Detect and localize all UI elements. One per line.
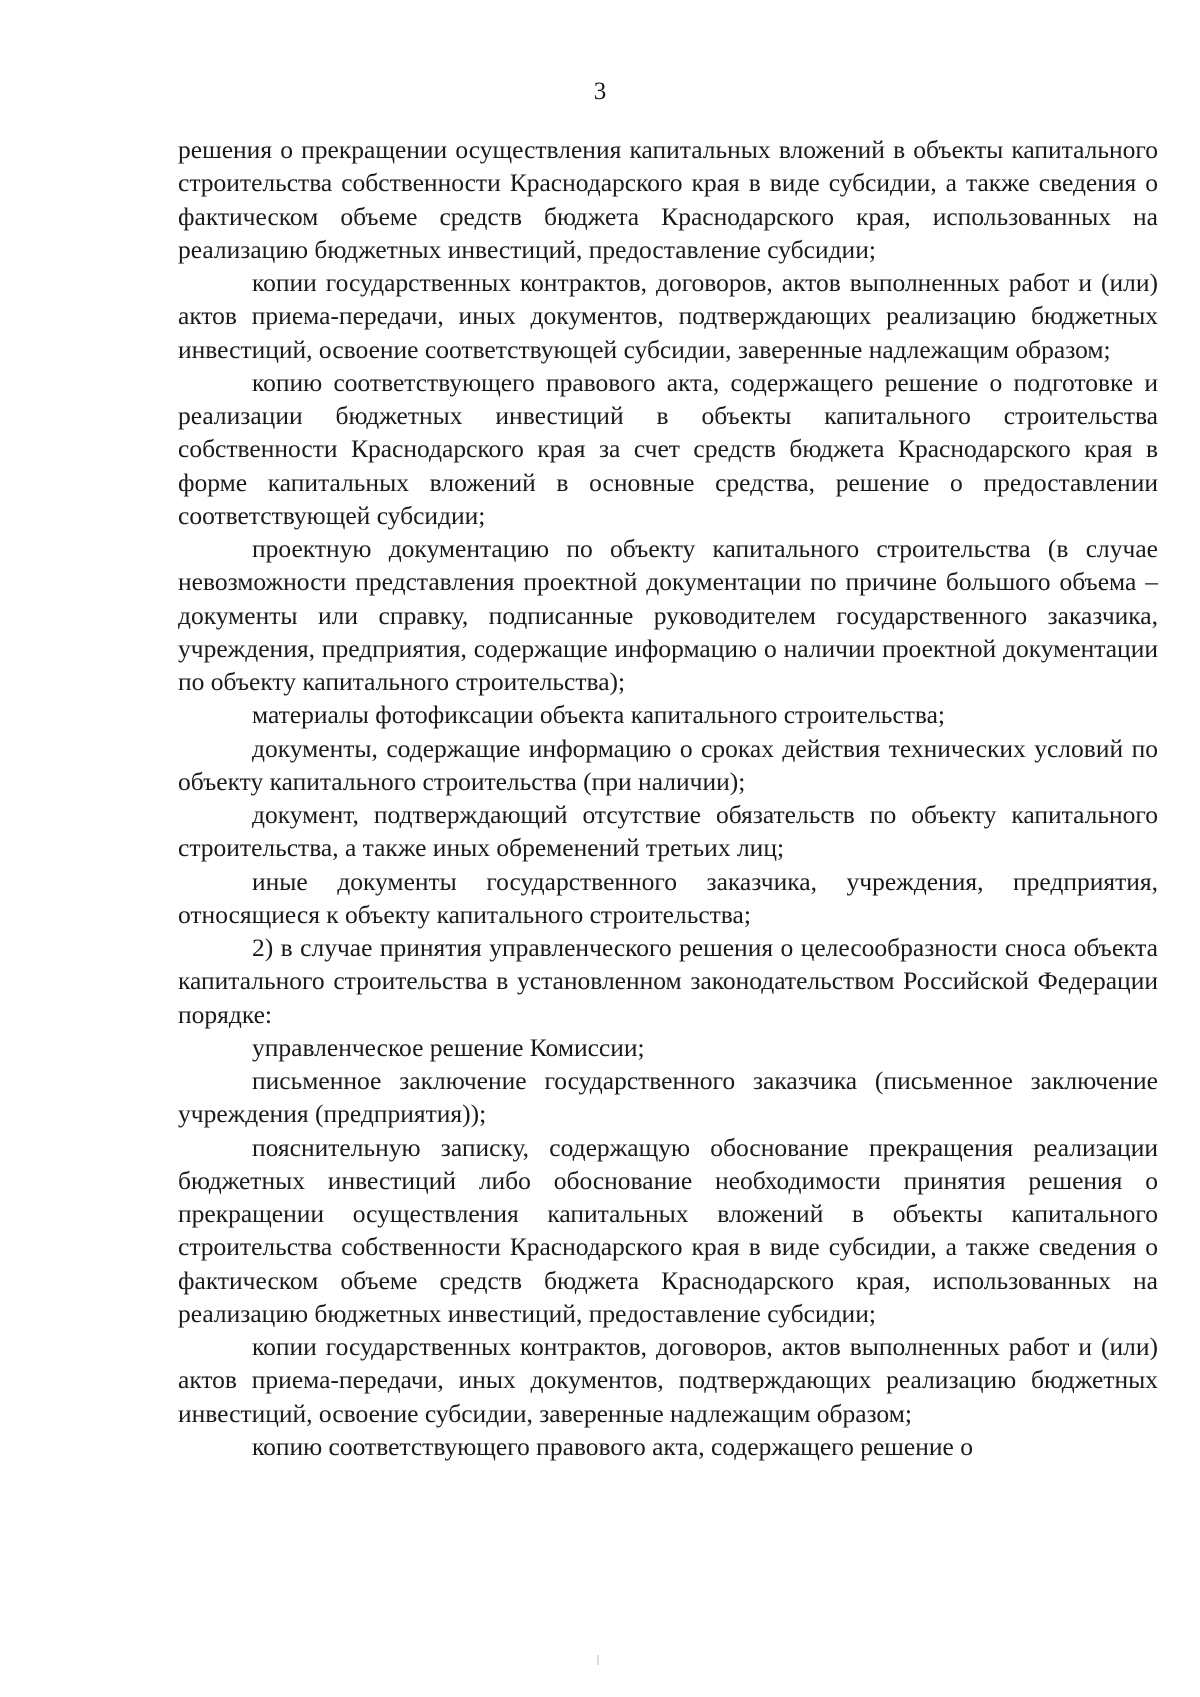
- paragraph: 2) в случае принятия управленческого решения о целесообразности сноса объекта капитального строительства в установленном законодательством Российской Федерации порядке:: [178, 933, 1158, 1029]
- paragraph: письменное заключение государственного заказчика (письменное заключение учреждения (предприятия));: [178, 1066, 1158, 1129]
- paragraph: иные документы государственного заказчика, учреждения, предприятия, относящиеся к объекту капитального строительства;: [178, 866, 1158, 929]
- paragraph: копию соответствующего правового акта, содержащего решение о подготовке и реализации бюджетных инвестиций в объекты капитального строительства собственности Краснодарского края за счет средств бюджета Краснодарского края в форме капитальных вложений в основные средства, решение о предоставлении соответствующей субсидии;: [178, 367, 1158, 530]
- paragraph: документы, содержащие информацию о сроках действия технических условий по объекту капитального строительства (при наличии);: [178, 733, 1158, 796]
- paragraph: пояснительную записку, содержащую обоснование прекращения реализации бюджетных инвестиций либо обоснование необходимости принятия решения о прекращении осуществления капитальных вложений в объекты капитального строительства собственности Краснодарского края в виде субсидии, а также сведения о фактическом объеме средств бюджета Краснодарского края, использованных на реализацию бюджетных инвестиций, предоставление субсидии;: [178, 1132, 1158, 1328]
- scan-mark: [597, 1655, 599, 1665]
- paragraph: решения о прекращении осуществления капитальных вложений в объекты капитального строительства собственности Краснодарского края в виде субсидии, а также сведения о фактическом объеме средств бюджета Краснодарского края, использованных на реализацию бюджетных инвестиций, предоставление субсидии;: [178, 135, 1158, 264]
- paragraph: копию соответствующего правового акта, содержащего решение о: [252, 1431, 973, 1461]
- document-body: [178, 133, 1158, 1463]
- paragraph: документ, подтверждающий отсутствие обязательств по объекту капитального строительства, а также иных обременений третьих лиц;: [178, 800, 1158, 863]
- paragraph: копии государственных контрактов, договоров, актов выполненных работ и (или) актов приема-передачи, иных документов, подтверждающих реализацию бюджетных инвестиций, освоение субсидии, заверенные надлежащим образом;: [178, 1332, 1158, 1428]
- page-number: 3: [593, 78, 607, 105]
- paragraph: материалы фотофиксации объекта капитального строительства;: [252, 700, 946, 730]
- paragraph: проектную документацию по объекту капитального строительства (в случае невозможности представления проектной документации по причине большого объема – документы или справку, подписанные руководителем государственного заказчика, учреждения, предприятия, содержащие информацию о наличии проектной документации по объекту капитального строительства);: [178, 534, 1158, 696]
- paragraph: управленческое решение Комиссии;: [252, 1032, 645, 1062]
- paragraph: копии государственных контрактов, договоров, актов выполненных работ и (или) актов приема-передачи, иных документов, подтверждающих реализацию бюджетных инвестиций, освоение соответствующей субсидии, заверенные надлежащим образом;: [178, 268, 1158, 364]
